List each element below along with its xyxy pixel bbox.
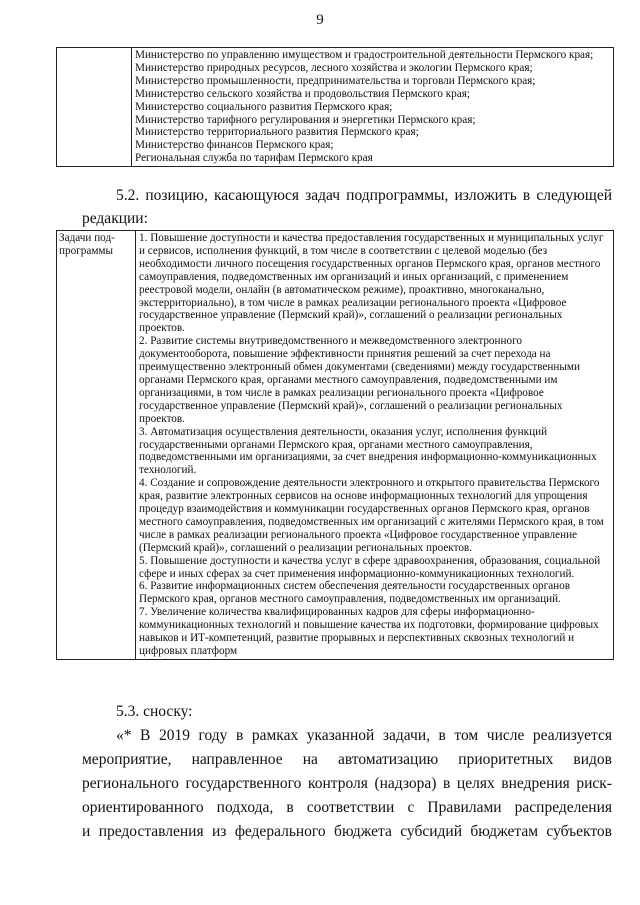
task-item-5: 5. Повышение доступности и качества услуг в сфере здравоохранения, образования, социальной сфере и иных сферах за счет применения информационно-коммуникационных технологий. [139,554,601,580]
task-item-1: 1. Повышение доступности и качества предоставления государственных и муниципальных услуг и сервисов, исполнения функций, в том числе в соответствии с целевой моделью (без необходимости личного посещения государственных органов Пермского края, органов местного самоуправления, подведомственных им организаций и иных организаций, с применением реестровой модели, онлайн (в автоматическом режиме), проактивно, многоканально, экстерриториально), в том числе в рамках реализации регионального проекта «Цифровое государственное управление (Пермский край)», соглашений о реализации региональных проектов. [139,232,604,335]
ministry-item: Министерство территориального развития Пермского края; [135,126,419,139]
section-5-3-heading: 5.3. сноску: [116,703,193,720]
footnote-line: регионального государственного контроля (надзора) в целях внедрения риск- [82,775,612,792]
task-item-6: 6. Развитие информационных систем обеспечения деятельности государственных органов Пермского края, органов местного самоуправления, подведомственных им организаций. [139,580,571,606]
ministry-item: Министерство тарифного регулирования и энергетики Пермского края; [135,113,476,126]
footnote-line: «* В 2019 году в рамках указанной задачи, в том числе реализуется [116,727,612,744]
subprogram-tasks-table [56,230,614,660]
task-item-4: 4. Создание и сопровождение деятельности электронного и открытого правительства Пермского края, развитие электронных сервисов на основе информационных технологий для упрощения процедур взаимодействия и коммуникации государственных органов Пермского края, органов местного самоуправления, подведомственных им организаций с жителями Пермского края, в том числе в рамках реализации регионального проекта «Цифровое государственное управление (Пермский край)», соглашений о реализации региональных проектов. [139,477,604,554]
section-5-2-line-2: редакции: [82,210,148,227]
page-number: 9 [316,12,324,28]
executors-list-cell [132,48,614,167]
executors-label-cell [57,48,132,167]
ministry-item: Министерство финансов Пермского края; [135,139,334,152]
footnote-line: мероприятие, направленное на автоматизацию приоритетных видов [82,751,612,768]
ministry-item: Региональная служба по тарифам Пермского края [135,152,373,165]
task-item-7: 7. Увеличение количества квалифицированных кадров для сферы информационно-коммуникационных технологий и повышение качества их подготовки, формирование цифровых навыков и ИТ-компетенций, развитие прорывных и перспективных сквозных технологий и цифровых платформ [139,606,599,657]
footnote-line: ориентированного подхода, в соответствии с Правилами распределения [82,799,612,816]
tasks-list-cell [136,231,614,660]
tasks-label-cell: Задачи под- программы [57,231,136,660]
ministry-item: Министерство природных ресурсов, лесного хозяйства и экологии Пермского края; [135,61,533,74]
task-item-3: 3. Автоматизация осуществления деятельности, оказания услуг, исполнения функций государственными органами Пермского края, органами местного самоуправления, подведомственными им организациями, за счет внедрения информационно-коммуникационных технологий. [139,425,597,477]
ministry-item: Министерство сельского хозяйства и продовольствия Пермского края; [135,87,470,100]
section-5-2-line-1: 5.2. позицию, касающуюся задач подпрограммы, изложить в следующей [116,187,612,204]
ministry-item: Министерство по управлению имуществом и градостроительной деятельности Пермского края; [135,49,594,61]
ministry-item: Министерство социального развития Пермского края; [135,100,393,113]
footnote-text [82,724,612,844]
executors-table [56,47,614,167]
footnote-line: и предоставления из федерального бюджета субсидий бюджетам субъектов [82,823,612,840]
ministry-item: Министерство промышленности, предпринимательства и торговли Пермского края; [135,74,536,87]
task-item-2: 2. Развитие системы внутриведомственного и межведомственного электронного документооборота, повышение эффективности принятия решений за счет перехода на преимущественно электронный обмен документами (сведениями) между государственными органами Пермского края, органами местного самоуправления, подведомственными им организациями, в том числе в рамках реализации регионального проекта «Цифровое государственное управление (Пермский край)», соглашений о реализации региональных проектов. [139,335,580,425]
